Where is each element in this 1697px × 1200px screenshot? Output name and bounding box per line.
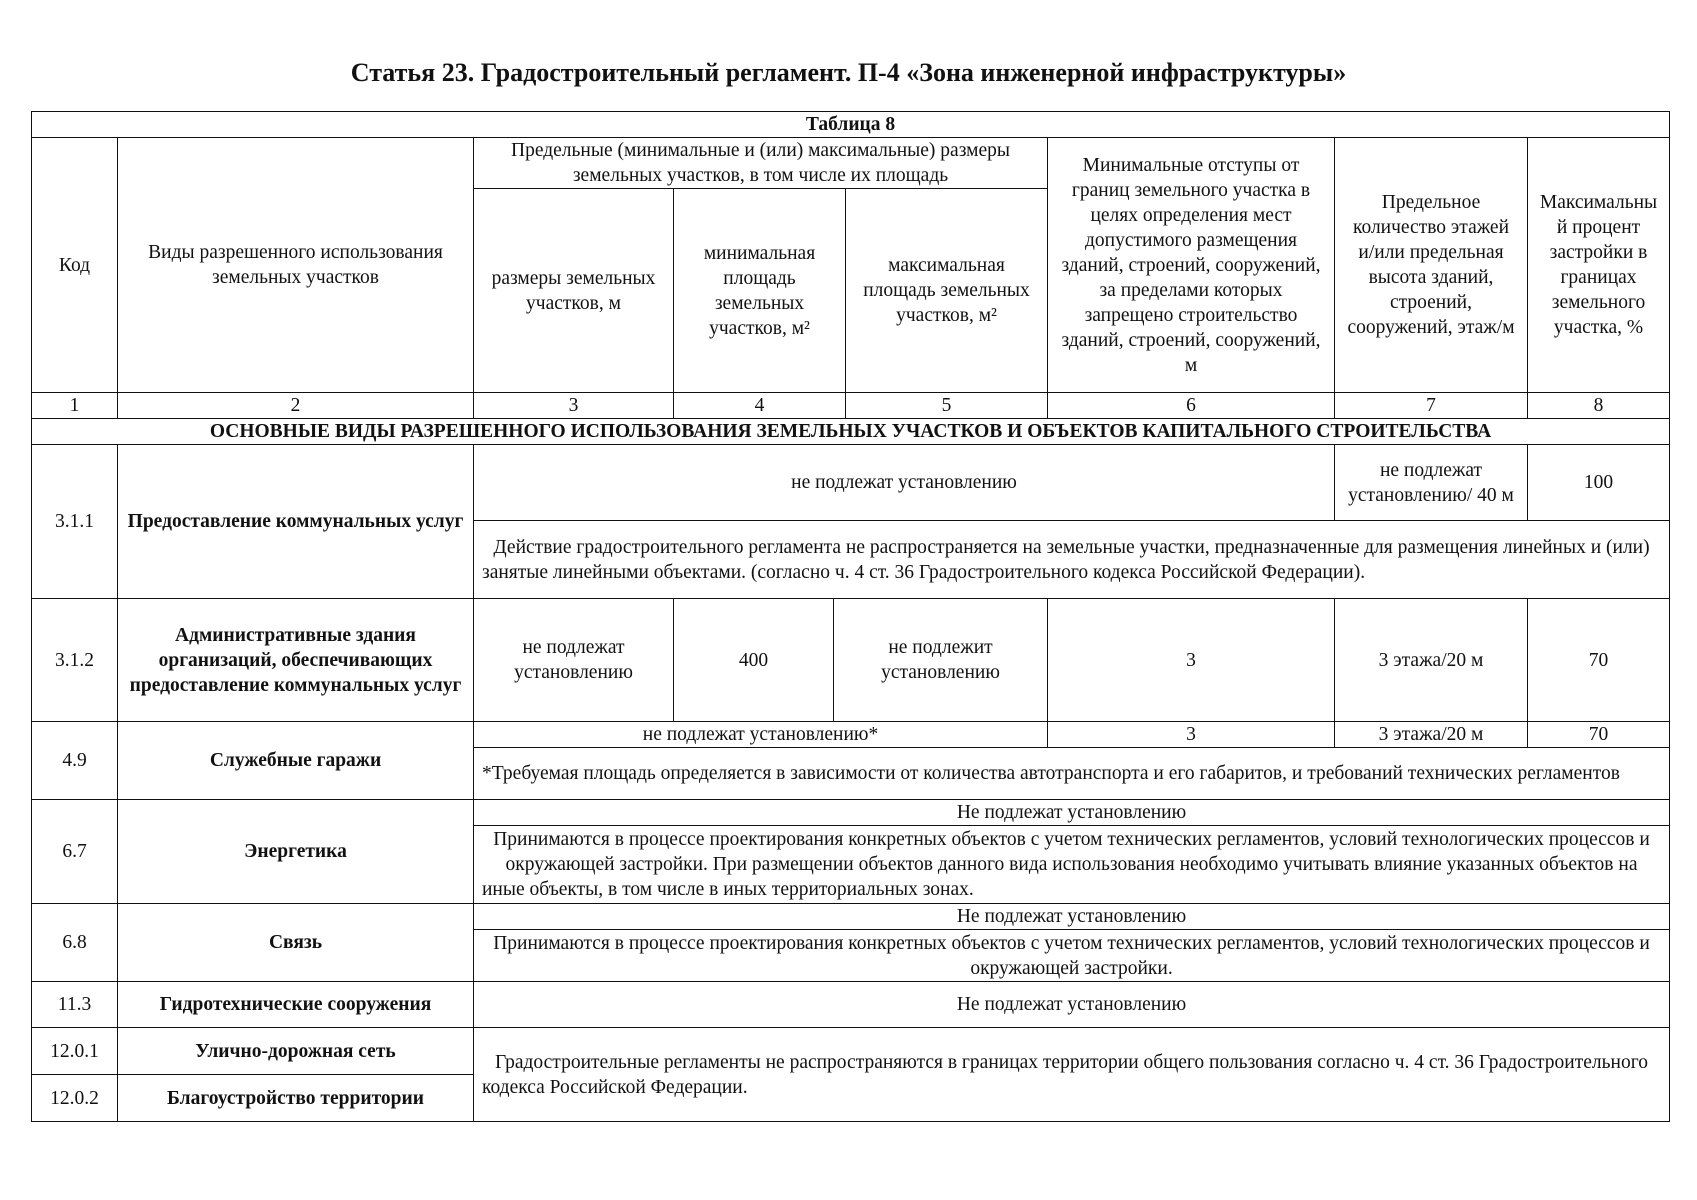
row-params: Не подлежат установлению [474, 982, 1670, 1028]
row-coverage: 70 [1528, 599, 1670, 722]
header-sizes: размеры земельных участков, м [474, 189, 674, 393]
table-row [32, 1028, 1670, 1075]
col-number: 8 [1528, 393, 1670, 419]
row-coverage: 100 [1528, 445, 1670, 521]
page-title: Статья 23. Градостроительный регламент. П-4 «Зона инженерной инфраструктуры» [350, 58, 1347, 87]
row-name: Предоставление коммунальных услуг [118, 445, 474, 599]
row-code: 6.8 [32, 904, 118, 982]
section-title: ОСНОВНЫЕ ВИДЫ РАЗРЕШЕННОГО ИСПОЛЬЗОВАНИЯ ЗЕМЕЛЬНЫХ УЧАСТКОВ И ОБЪЕКТОВ КАПИТАЛЬНОГО СТРОИТЕЛЬСТВА [32, 419, 1670, 445]
table-row [32, 445, 1670, 521]
header-floors: Предельное количество этажей и/или предельная высота зданий, строений, сооружений, этаж/м [1335, 138, 1528, 393]
row-note: Принимаются в процессе проектирования конкретных объектов с учетом технических регламентов, условий технологических процессов и окружающей застройки. При размещении объектов данного вида использования необходимо учитывать влияние указанных объектов на иные объекты, в том числе в иных территориальных зонах. [474, 826, 1670, 904]
row-max-area: не подлежит установлению [834, 599, 1048, 722]
col-number: 7 [1335, 393, 1528, 419]
header-max-area: максимальная площадь земельных участков, м² [846, 189, 1048, 393]
table-row [32, 904, 1670, 930]
row-name: Связь [118, 904, 474, 982]
header-code: Код [32, 138, 118, 393]
table-row [32, 982, 1670, 1028]
row-floors: 3 этажа/20 м [1335, 722, 1528, 748]
col-number: 6 [1048, 393, 1335, 419]
table-row [32, 599, 1670, 722]
col-number: 5 [846, 393, 1048, 419]
regulation-table [31, 111, 1670, 1122]
row-code: 4.9 [32, 722, 118, 800]
row-min-area: 400 [674, 599, 834, 722]
row-code: 3.1.2 [32, 599, 118, 722]
row-name: Гидротехнические сооружения [118, 982, 474, 1028]
row-name: Административные здания организаций, обеспечивающих предоставление коммунальных услуг [118, 599, 474, 722]
row-note: Градостроительные регламенты не распространяются в границах территории общего пользования согласно ч. 4 ст. 36 Градостроительного кодекса Российской Федерации. [474, 1028, 1670, 1122]
col-number: 3 [474, 393, 674, 419]
row-name: Улично-дорожная сеть [118, 1028, 474, 1075]
row-sizes: не подлежат установлению [474, 599, 674, 722]
table-row [32, 800, 1670, 826]
row-params: Не подлежат установлению [474, 904, 1670, 930]
col-number: 1 [32, 393, 118, 419]
header-coverage: Максимальны й процент застройки в границах земельного участка, % [1528, 138, 1670, 393]
row-code: 11.3 [32, 982, 118, 1028]
col-number: 4 [674, 393, 846, 419]
row-params: не подлежат установлению* [474, 722, 1048, 748]
row-note: Действие градостроительного регламента не распространяется на земельные участки, предназначенные для размещения линейных и (или) занятые линейными объектами. (согласно ч. 4 ст. 36 Градостроительного кодекса Российской Федерации). [474, 521, 1670, 599]
table-caption: Таблица 8 [32, 112, 1670, 138]
row-params: не подлежат установлению [474, 445, 1335, 521]
row-code: 6.7 [32, 800, 118, 904]
row-floors: не подлежат установлению/ 40 м [1335, 445, 1528, 521]
row-name: Благоустройство территории [118, 1075, 474, 1122]
table-row [32, 722, 1670, 748]
col-number: 2 [118, 393, 474, 419]
row-params: Не подлежат установлению [474, 800, 1670, 826]
row-note: *Требуемая площадь определяется в зависимости от количества автотранспорта и его габаритов, и требований технических регламентов [474, 748, 1670, 800]
row-name: Энергетика [118, 800, 474, 904]
row-code: 12.0.2 [32, 1075, 118, 1122]
row-setback: 3 [1048, 599, 1335, 722]
row-code: 3.1.1 [32, 445, 118, 599]
header-setback: Минимальные отступы от границ земельного участка в целях определения мест допустимого размещения зданий, строений, сооружений, за пределами которых запрещено строительство зданий, строений, сооружений, м [1048, 138, 1335, 393]
column-numbers-row [32, 393, 1670, 419]
header-min-area: минимальная площадь земельных участков, м² [674, 189, 846, 393]
header-group-sizes: Предельные (минимальные и (или) максимальные) размеры земельных участков, в том числе их площадь [474, 138, 1048, 189]
row-name: Служебные гаражи [118, 722, 474, 800]
row-coverage: 70 [1528, 722, 1670, 748]
header-vid: Виды разрешенного использования земельных участков [118, 138, 474, 393]
row-floors: 3 этажа/20 м [1335, 599, 1528, 722]
row-code: 12.0.1 [32, 1028, 118, 1075]
row-setback: 3 [1048, 722, 1335, 748]
row-note: Принимаются в процессе проектирования конкретных объектов с учетом технических регламентов, условий технологических процессов и окружающей застройки. [474, 930, 1670, 982]
